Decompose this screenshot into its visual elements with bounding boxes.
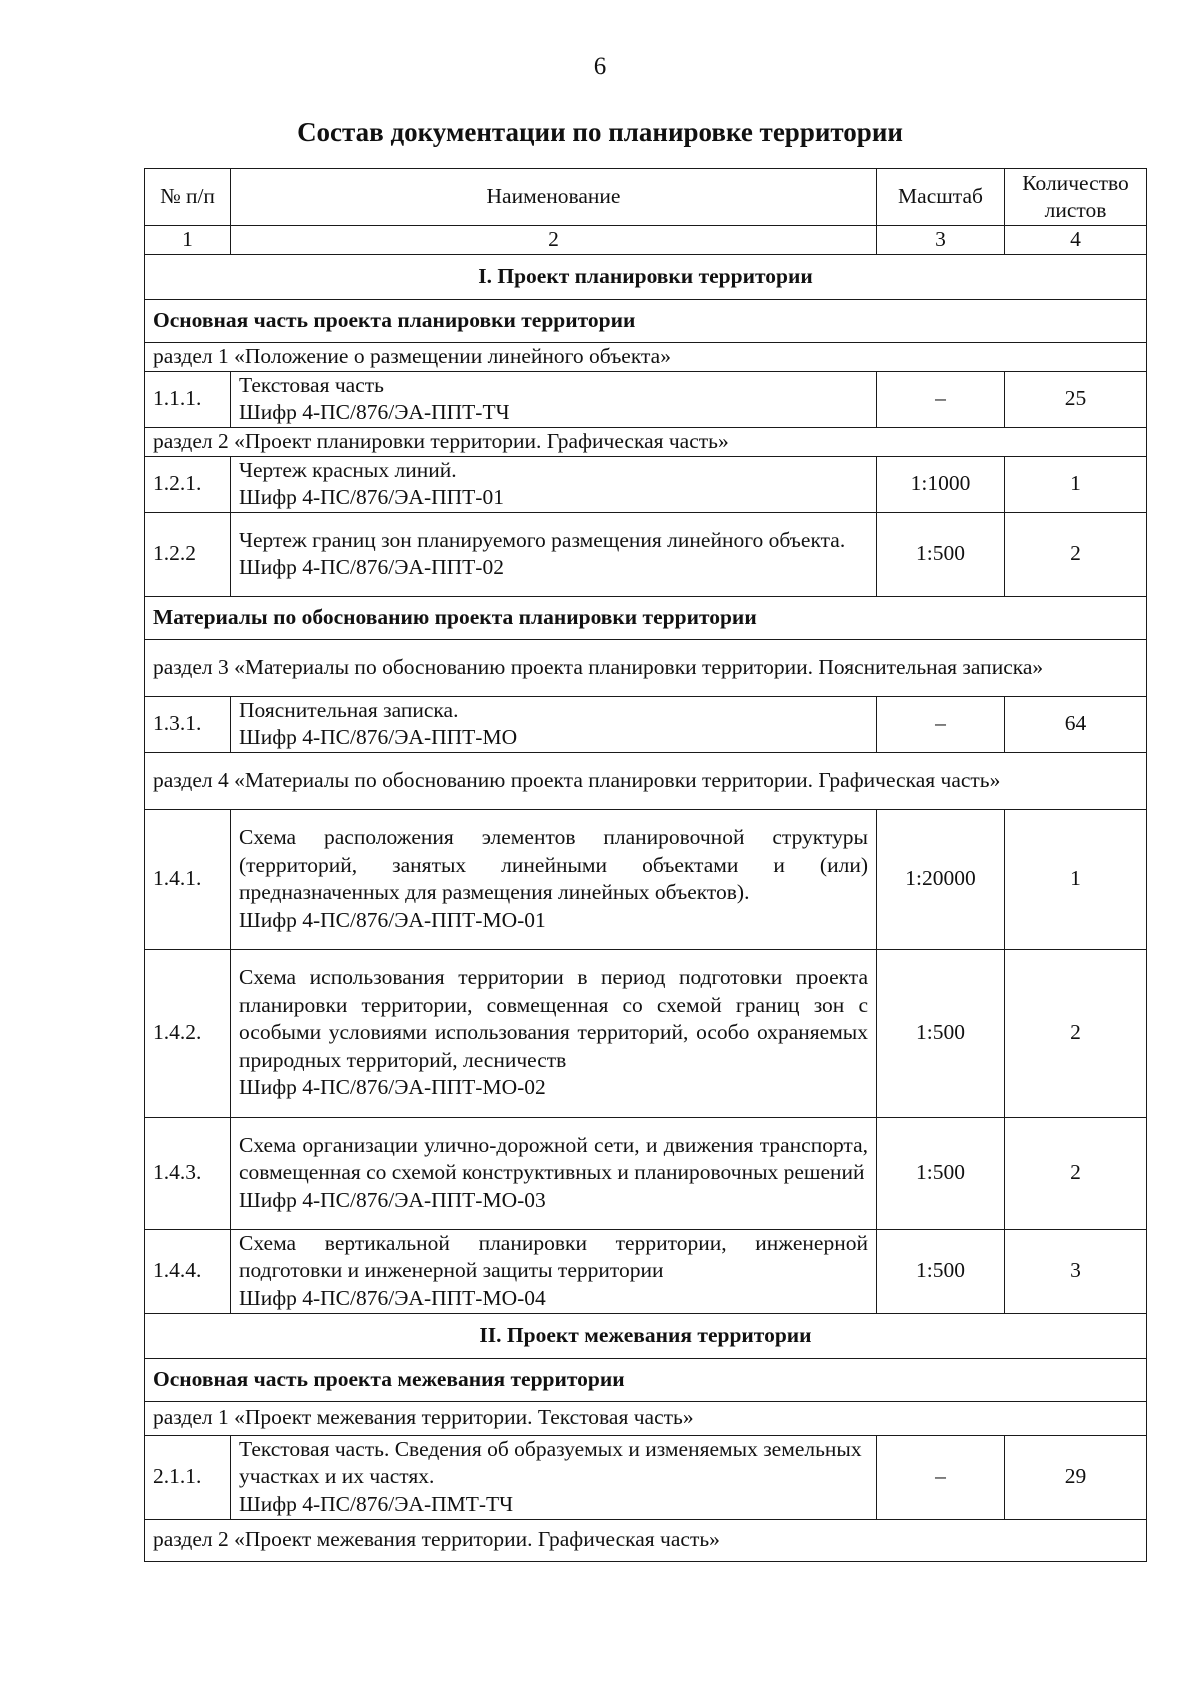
row-name [231, 512, 877, 596]
row-cipher: Шифр 4-ПС/876/ЭА-ППТ-01 [239, 485, 504, 509]
subpart-heading: Основная часть проекта межевания территории [145, 1358, 1147, 1401]
row-name [231, 949, 877, 1117]
section-heading: раздел 1 «Положение о размещении линейного объекта» [145, 342, 1147, 371]
section-heading: раздел 2 «Проект межевания территории. Графическая часть» [145, 1519, 1147, 1561]
row-title: Текстовая часть [239, 372, 384, 397]
row-name [231, 696, 877, 752]
section-row [145, 639, 1147, 696]
section-heading: раздел 1 «Проект межевания территории. Текстовая часть» [145, 1401, 1147, 1435]
row-count: 1 [1005, 809, 1147, 949]
row-number: 1.4.4. [145, 1229, 231, 1313]
row-cipher: Шифр 4-ПС/876/ЭА-ППТ-МО [239, 725, 518, 749]
row-name [231, 371, 877, 427]
row-number: 1.4.2. [145, 949, 231, 1117]
row-scale: 1:20000 [877, 809, 1005, 949]
section-row [145, 342, 1147, 371]
row-scale: 1:1000 [877, 456, 1005, 512]
table-row [145, 371, 1147, 427]
part-heading: II. Проект межевания территории [145, 1313, 1147, 1358]
section-row [145, 1401, 1147, 1435]
row-cipher: Шифр 4-ПС/876/ЭА-ПМТ-ТЧ [239, 1491, 514, 1516]
column-index: 4 [1005, 226, 1147, 255]
subpart-heading-row [145, 1358, 1147, 1401]
section-row [145, 1519, 1147, 1561]
row-title: Чертеж красных линий. [239, 457, 457, 482]
row-title: Текстовая часть. Сведения об образуемых и изменяемых земельных участках и их частях. [239, 1436, 862, 1489]
table-row [145, 1435, 1147, 1519]
subpart-heading-row [145, 596, 1147, 639]
row-name [231, 809, 877, 949]
row-count: 29 [1005, 1435, 1147, 1519]
column-index: 1 [145, 226, 231, 255]
page-title: Состав документации по планировке территории [297, 117, 903, 147]
row-number: 1.1.1. [145, 371, 231, 427]
row-title: Схема вертикальной планировки территории, инженерной подготовки и инженерной защиты территории [239, 1230, 868, 1283]
table-row [145, 512, 1147, 596]
part-heading-row [145, 1313, 1147, 1358]
row-name [231, 456, 877, 512]
part-heading-row [145, 254, 1147, 299]
row-count: 2 [1005, 1117, 1147, 1229]
row-scale: 1:500 [877, 1117, 1005, 1229]
row-cipher: Шифр 4-ПС/876/ЭА-ППТ-МО-01 [239, 907, 546, 932]
column-index-row [145, 226, 1147, 255]
row-scale: 1:500 [877, 512, 1005, 596]
row-count: 25 [1005, 371, 1147, 427]
row-cipher: Шифр 4-ПС/876/ЭА-ППТ-МО-02 [239, 1075, 546, 1100]
row-count: 1 [1005, 456, 1147, 512]
subpart-heading: Основная часть проекта планировки территории [145, 299, 1147, 342]
row-scale: – [877, 1435, 1005, 1519]
row-name [231, 1229, 877, 1313]
row-scale: 1:500 [877, 949, 1005, 1117]
row-name [231, 1117, 877, 1229]
row-count: 64 [1005, 696, 1147, 752]
table-row [145, 1229, 1147, 1313]
header-name: Наименование [231, 169, 877, 226]
section-heading: раздел 4 «Материалы по обоснованию проекта планировки территории. Графическая часть» [145, 752, 1147, 809]
section-heading: раздел 2 «Проект планировки территории. Графическая часть» [145, 427, 1147, 456]
page-number: 6 [593, 53, 607, 80]
row-cipher: Шифр 4-ПС/876/ЭА-ППТ-ТЧ [239, 400, 510, 424]
column-index: 2 [231, 226, 877, 255]
table-row [145, 456, 1147, 512]
row-count: 3 [1005, 1229, 1147, 1313]
row-cipher: Шифр 4-ПС/876/ЭА-ППТ-02 [239, 555, 504, 579]
row-name [231, 1435, 877, 1519]
subpart-heading: Материалы по обоснованию проекта планировки территории [145, 596, 1147, 639]
table-row [145, 949, 1147, 1117]
section-row [145, 752, 1147, 809]
row-title: Пояснительная записка. [239, 697, 459, 722]
section-row [145, 427, 1147, 456]
row-number: 2.1.1. [145, 1435, 231, 1519]
table-row [145, 696, 1147, 752]
part-heading: I. Проект планировки территории [145, 254, 1147, 299]
header-count: Количество листов [1005, 169, 1147, 226]
documentation-table [144, 168, 1147, 1562]
row-number: 1.2.2 [145, 512, 231, 596]
row-scale: – [877, 371, 1005, 427]
row-title: Схема организации улично-дорожной сети, и движения транспорта, совмещенная со схемой конструктивных и планировочных решений [239, 1132, 868, 1185]
row-cipher: Шифр 4-ПС/876/ЭА-ППТ-МО-04 [239, 1285, 546, 1310]
table-row [145, 1117, 1147, 1229]
row-title: Схема использования территории в период подготовки проекта планировки территории, совмещенная со схемой границ зон с особыми условиями использования территорий, особо охраняемых природных территорий, лесничеств [239, 965, 868, 1072]
row-scale: 1:500 [877, 1229, 1005, 1313]
row-title: Чертеж границ зон планируемого размещения линейного объекта. [239, 527, 846, 552]
header-num: № п/п [145, 169, 231, 226]
header-scale: Масштаб [877, 169, 1005, 226]
row-cipher: Шифр 4-ПС/876/ЭА-ППТ-МО-03 [239, 1187, 546, 1212]
column-index: 3 [877, 226, 1005, 255]
section-heading: раздел 3 «Материалы по обоснованию проекта планировки территории. Пояснительная записка» [145, 639, 1147, 696]
row-scale: – [877, 696, 1005, 752]
row-number: 1.3.1. [145, 696, 231, 752]
row-count: 2 [1005, 949, 1147, 1117]
table-row [145, 809, 1147, 949]
row-number: 1.4.1. [145, 809, 231, 949]
row-number: 1.2.1. [145, 456, 231, 512]
row-number: 1.4.3. [145, 1117, 231, 1229]
row-count: 2 [1005, 512, 1147, 596]
subpart-heading-row [145, 299, 1147, 342]
row-title: Схема расположения элементов планировочной структуры (территорий, занятых линейными объектами и (или) предназначенных для размещения линейных объектов). [239, 825, 868, 904]
table-header-row [145, 169, 1147, 226]
